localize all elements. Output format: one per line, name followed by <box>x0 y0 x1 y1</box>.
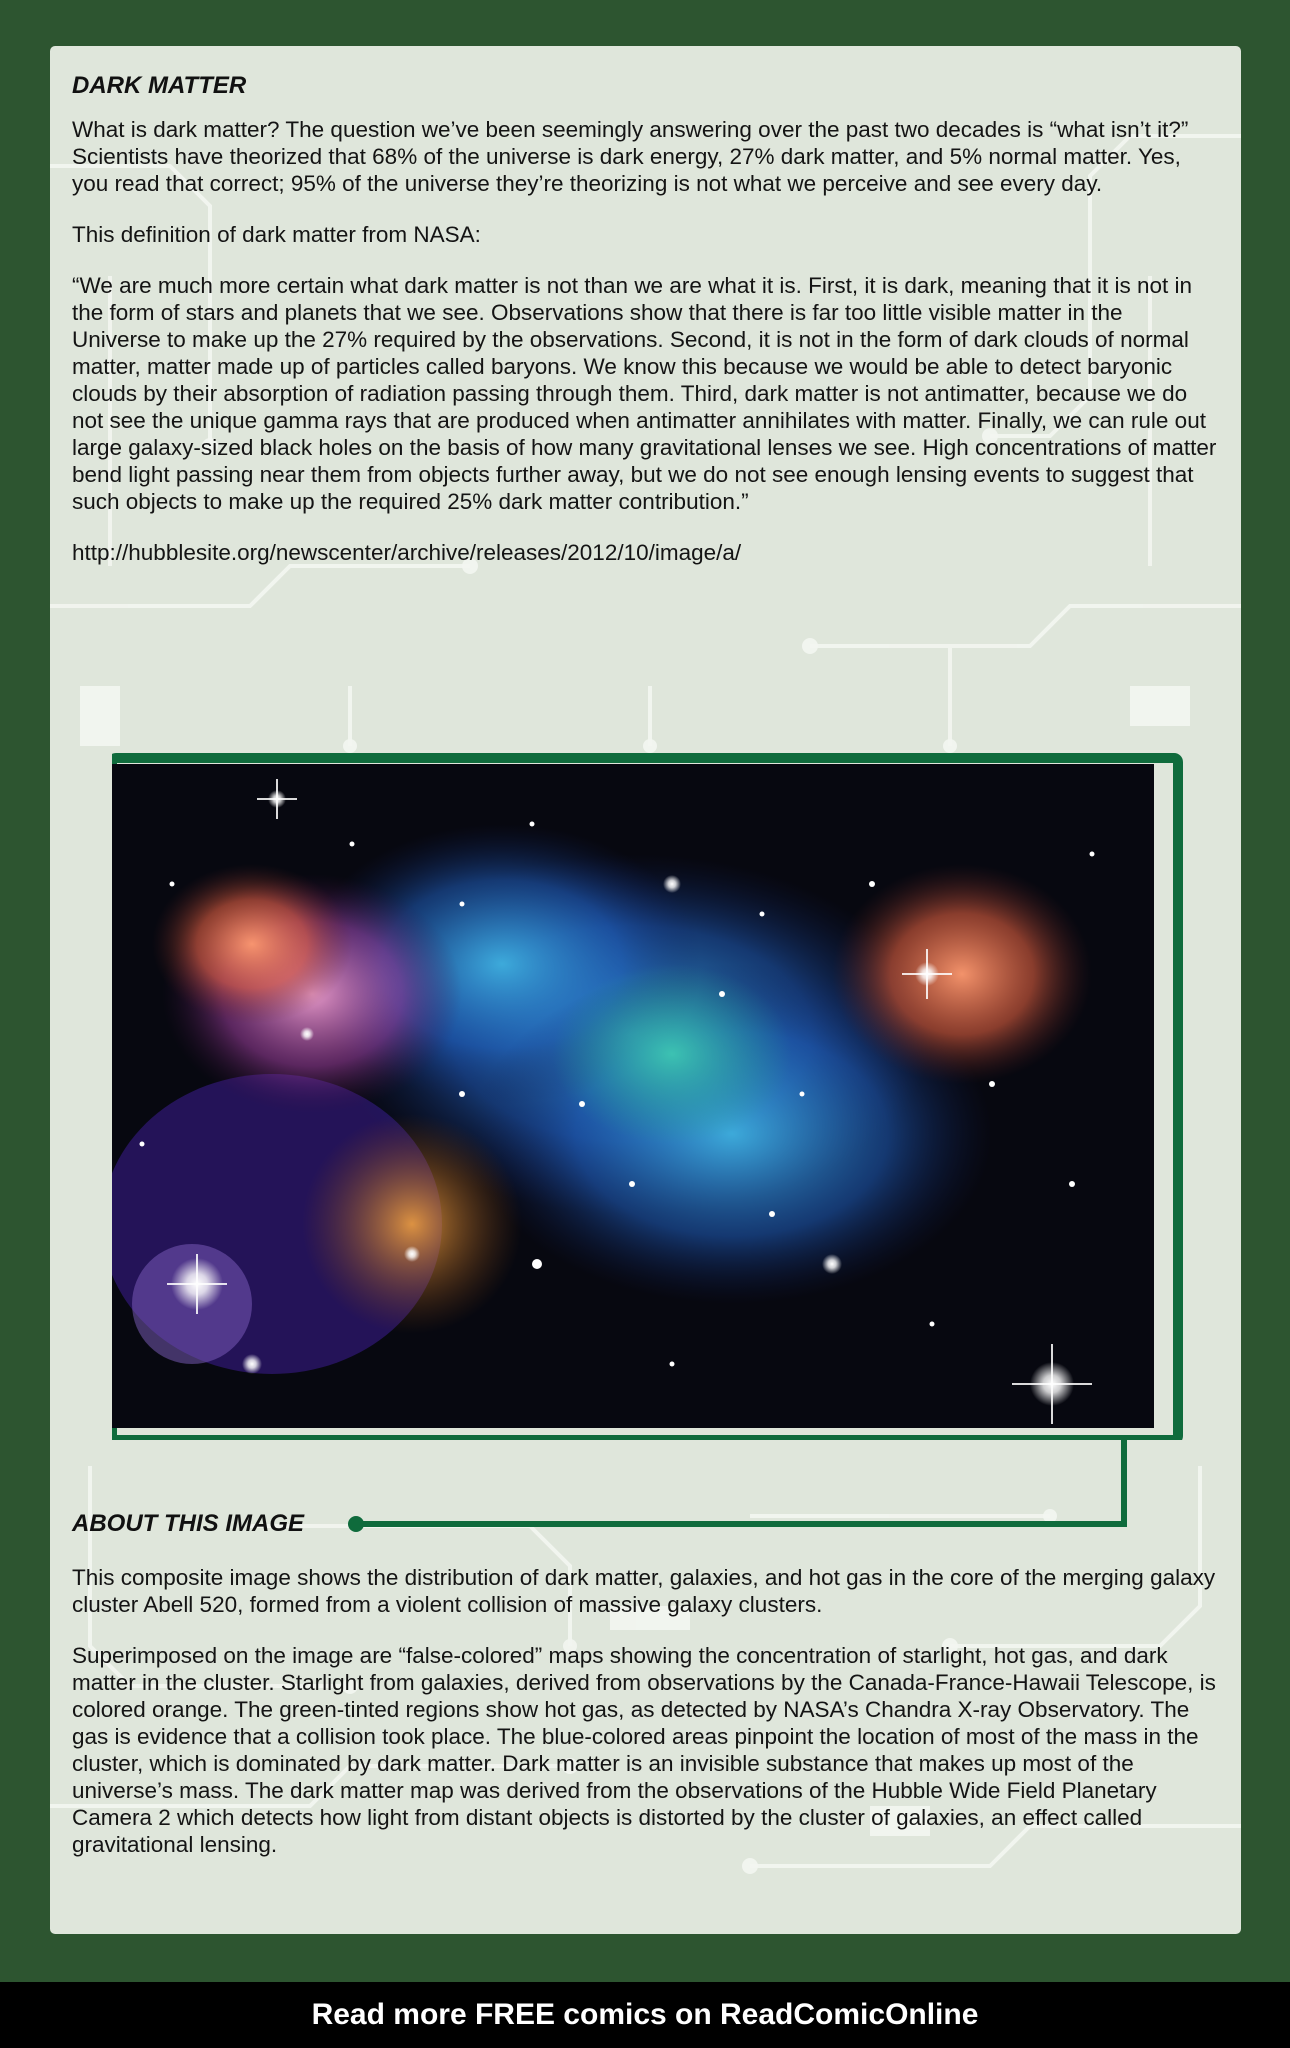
source-url[interactable]: http://hubblesite.org/newscenter/archive/releases/2012/10/image/a/ <box>72 540 742 565</box>
nasa-quote: “We are much more certain what dark matter is not than we are what it is. First, it is dark, meaning that it is not in the form of stars and planets that we see. Observations show that there is far too little visible matter in the Universe to make up the 27% required by the observations. Second, it is not in the form of dark clouds of normal matter, matter made up of particles called baryons. We know this because we would be able to detect baryonic clouds by their absorption of radiation passing through them. Third, dark matter is not antimatter, because we do not see the unique gamma rays that are produced when antimatter annihilates with matter. Finally, we can rule out large galaxy-sized black holes on the basis of how many gravitational lenses we see. High concentrations of matter bend light passing near them from objects further away, but we do not see enough lensing events to suggest that such objects to make up the required 25% dark matter contribution.” <box>72 273 1217 514</box>
dark-matter-heading: DARK MATTER <box>72 72 247 99</box>
nasa-definition-intro: This definition of dark matter from NASA: <box>72 222 481 247</box>
footer-banner <box>0 1982 1290 2048</box>
about-image-heading: ABOUT THIS IMAGE <box>72 1510 304 1537</box>
comic-page <box>50 46 1241 1934</box>
abell-520-composite-image <box>112 764 1154 1428</box>
footer-link-text[interactable]: Read more FREE comics on ReadComicOnline <box>311 1998 979 2031</box>
about-image-para1: This composite image shows the distribution of dark matter, galaxies, and hot gas in the core of the merging galaxy cluster Abell 520, formed from a violent collision of massive galaxy clusters. <box>72 1565 1216 1617</box>
about-image-section <box>72 1510 1217 1858</box>
about-image-para2: Superimposed on the image are “false-colored” maps showing the concentration of starlight, hot gas, and dark matter in the cluster. Starlight from galaxies, derived from observations by the Canada-France-Hawaii Telescope, is colored orange. The green-tinted regions show hot gas, as detected by NASA’s Chandra X-ray Observatory. The gas is evidence that a collision took place. The blue-colored areas pinpoint the location of most of the mass in the cluster, which is dominated by dark matter. Dark matter is an invisible substance that makes up most of the universe’s mass. The dark matter map was derived from the observations of the Hubble Wide Field Planetary Camera 2 which detects how light from distant objects is distorted by the cluster of galaxies, an effect called gravitational lensing. <box>72 1643 1216 1857</box>
dark-matter-section <box>72 72 1217 566</box>
dark-matter-intro: What is dark matter? The question we’ve been seemingly answering over the past two decades is “what isn’t it?” Scientists have theorized that 68% of the universe is dark energy, 27% dark matter, and 5% normal matter. Yes, you read that correct; 95% of the universe they’re theorizing is not what we perceive and see every day. <box>72 117 1189 196</box>
